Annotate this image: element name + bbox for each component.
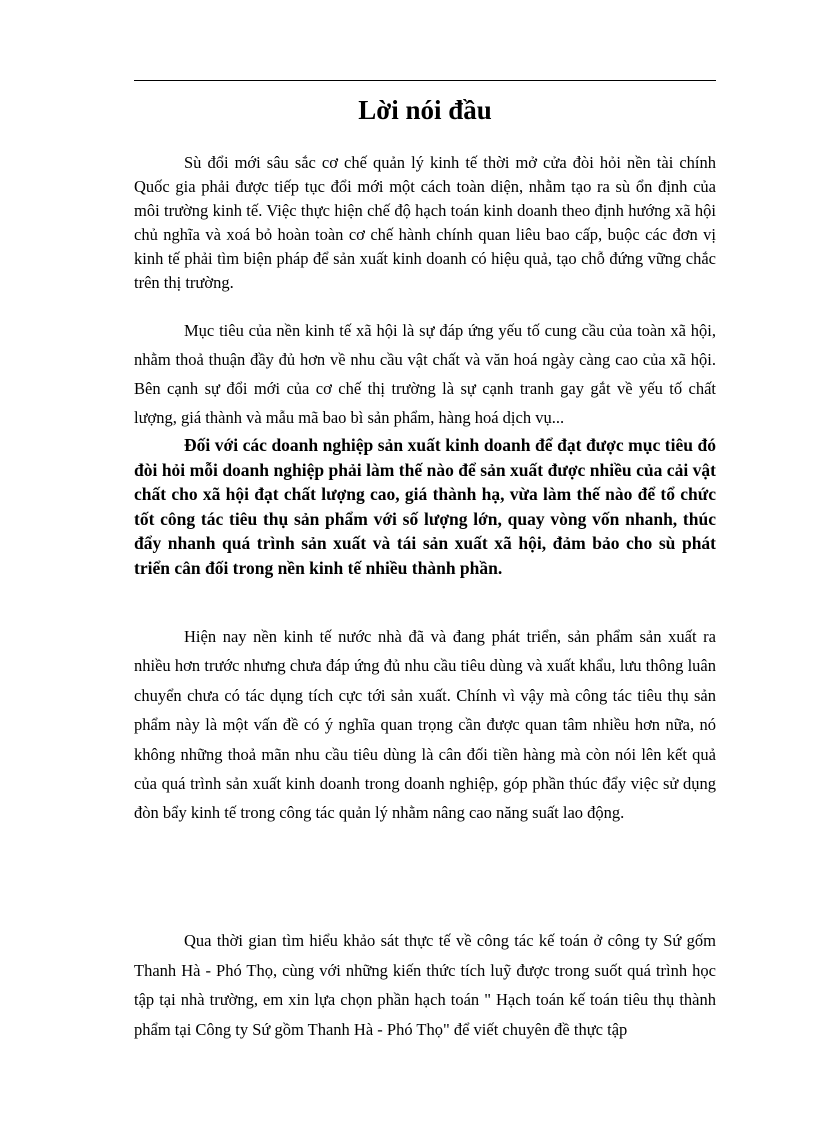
header-rule (134, 80, 716, 81)
paragraph-1: Sù đổi mới sâu sắc cơ chế quản lý kinh tế thời mở cửa đòi hỏi nền tài chính Quốc gia phải được tiếp tục đổi mới một cách toàn diện, nhằm tạo ra sù ổn định của môi trường kinh tế. Việc thực hiện chế độ hạch toán kinh doanh theo định hướng xã hội chủ nghĩa và xoá bỏ hoàn toàn cơ chế hành chính quan liêu bao cấp, buộc các đơn vị kinh tế phải tìm biện pháp để sản xuất kinh doanh có hiệu quả, tạo chỗ đứng vững chắc trên thị trường. (134, 153, 716, 292)
page-title: Lời nói đầu (358, 95, 492, 125)
paragraph-4: Hiện nay nền kinh tế nước nhà đã và đang phát triển, sản phẩm sản xuất ra nhiều hơn trước nhưng chưa đáp ứng đủ nhu cầu tiêu dùng và xuất khẩu, lưu thông luân chuyển chưa có tác dụng tích cực tới sản xuất. Chính vì vậy mà công tác tiêu thụ sản phẩm này là một vấn đề có ý nghĩa quan trọng cần được quan tâm nhiều hơn nữa, nó không những thoả mãn nhu cầu tiêu dùng là cân đối tiền hàng mà còn nói lên kết quả của quá trình sản xuất kinh doanh trong doanh nghiệp, góp phần thúc đẩy việc sử dụng đòn bẩy kinh tế trong công tác quản lý nhằm nâng cao năng suất lao động. (134, 627, 716, 823)
paragraph-2: Mục tiêu của nền kinh tế xã hội là sự đáp ứng yếu tố cung cầu của toàn xã hội, nhằm thoả thuận đầy đủ hơn về nhu cầu vật chất và văn hoá ngày càng cao của xã hội. Bên cạnh sự đổi mới của cơ chế thị trường là sự cạnh tranh gay gắt về yếu tố chất lượng, giá thành và mẫu mã bao bì sản phẩm, hàng hoá dịch vụ... (134, 321, 716, 427)
paragraph-3-bold: Đối với các doanh nghiệp sản xuất kinh doanh để đạt được mục tiêu đó đòi hỏi mỗi doanh nghiệp phải làm thế nào để sản xuất được nhiều của cải vật chất cho xã hội đạt chất lượng cao, giá thành hạ, vừa làm thế nào để tổ chức tốt công tác tiêu thụ sản phẩm với số lượng lớn, quay vòng vốn nhanh, thúc đẩy nhanh quá trình sản xuất và tái sản xuất xã hội, đảm bảo cho sù phát triển cân đối trong nền kinh tế nhiều thành phần. (134, 435, 716, 578)
paragraph-5: Qua thời gian tìm hiểu khảo sát thực tế về công tác kế toán ở công ty Sứ gốm Thanh Hà - Phó Thọ, cùng với những kiến thức tích luỹ được trong suốt quá trình học tập tại nhà trường, em xin lựa chọn phần hạch toán " Hạch toán kế toán tiêu thụ thành phẩm tại Công ty Sứ gồm Thanh Hà - Phó Thọ" để viết chuyên đề thực tập (134, 931, 716, 1039)
